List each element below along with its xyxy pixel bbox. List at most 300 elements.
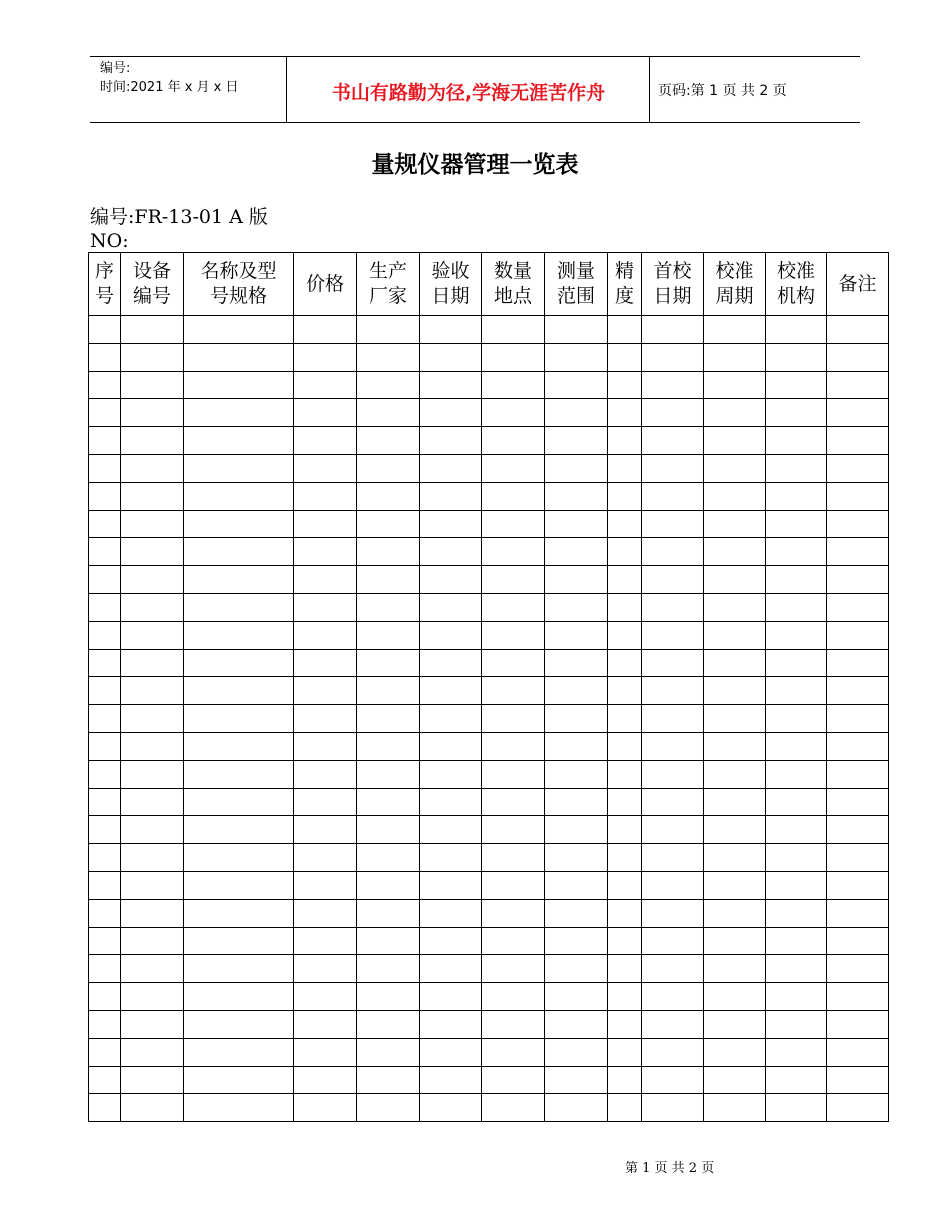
table-cell <box>357 316 420 344</box>
table-body <box>89 316 889 1122</box>
table-cell <box>608 343 642 371</box>
table-cell <box>482 1066 545 1094</box>
table-cell <box>827 454 889 482</box>
table-row <box>89 343 889 371</box>
table-cell <box>420 816 482 844</box>
table-cell <box>89 649 121 677</box>
table-cell <box>545 705 608 733</box>
table-cell <box>642 649 704 677</box>
header-page-label: 页码:第 1 页 共 2 页 <box>658 83 787 99</box>
table-cell <box>704 844 766 872</box>
table-cell <box>608 732 642 760</box>
table-cell <box>482 316 545 344</box>
table-cell <box>420 454 482 482</box>
table-cell <box>482 788 545 816</box>
table-cell <box>420 1038 482 1066</box>
table-cell <box>766 899 827 927</box>
table-cell <box>827 927 889 955</box>
table-cell <box>357 454 420 482</box>
table-cell <box>294 593 357 621</box>
table-cell <box>766 788 827 816</box>
column-header-line: 生产 <box>368 260 407 282</box>
table-cell <box>294 1094 357 1122</box>
table-cell <box>294 427 357 455</box>
table-row <box>89 371 889 399</box>
table-cell <box>482 844 545 872</box>
table-cell <box>294 816 357 844</box>
table-cell <box>704 983 766 1011</box>
table-cell <box>608 316 642 344</box>
table-cell <box>704 955 766 983</box>
table-cell <box>608 538 642 566</box>
column-header <box>357 253 420 316</box>
column-header-line: 校准 <box>715 260 754 282</box>
table-cell <box>482 677 545 705</box>
table-cell <box>294 1038 357 1066</box>
table-cell <box>608 871 642 899</box>
table-cell <box>545 1094 608 1122</box>
table-cell <box>121 454 184 482</box>
table-cell <box>545 399 608 427</box>
table-cell <box>827 649 889 677</box>
table-cell <box>294 538 357 566</box>
table-cell <box>294 677 357 705</box>
table-cell <box>184 955 294 983</box>
table-cell <box>642 1010 704 1038</box>
column-header <box>89 253 121 316</box>
table-cell <box>545 983 608 1011</box>
table-cell <box>704 899 766 927</box>
table-cell <box>545 677 608 705</box>
column-header-line: 校准 <box>776 260 815 282</box>
table-cell <box>294 510 357 538</box>
table-cell <box>704 788 766 816</box>
table-cell <box>121 399 184 427</box>
table-cell <box>121 677 184 705</box>
table-cell <box>89 1010 121 1038</box>
table-cell <box>545 538 608 566</box>
table-cell <box>184 760 294 788</box>
table-cell <box>482 927 545 955</box>
column-header-line: 度 <box>614 285 634 307</box>
table-cell <box>642 1066 704 1094</box>
table-cell <box>184 816 294 844</box>
table-row <box>89 1038 889 1066</box>
table-cell <box>121 1066 184 1094</box>
table-cell <box>608 788 642 816</box>
table-cell <box>482 510 545 538</box>
table-cell <box>642 816 704 844</box>
table-cell <box>482 454 545 482</box>
table-cell <box>545 649 608 677</box>
table-cell <box>89 1038 121 1066</box>
table-cell <box>704 677 766 705</box>
table-cell <box>420 732 482 760</box>
table-cell <box>766 871 827 899</box>
table-cell <box>704 454 766 482</box>
table-cell <box>608 510 642 538</box>
table-cell <box>357 1094 420 1122</box>
table-cell <box>827 371 889 399</box>
table-cell <box>766 677 827 705</box>
table-cell <box>766 566 827 594</box>
table-cell <box>704 1094 766 1122</box>
table-cell <box>642 621 704 649</box>
table-cell <box>184 788 294 816</box>
table-cell <box>827 343 889 371</box>
table-cell <box>642 871 704 899</box>
table-cell <box>184 677 294 705</box>
table-cell <box>121 427 184 455</box>
table-cell <box>482 621 545 649</box>
table-cell <box>766 538 827 566</box>
table-cell <box>642 538 704 566</box>
table-cell <box>704 705 766 733</box>
column-header <box>121 253 184 316</box>
column-header-line: 序 <box>94 260 114 282</box>
table-cell <box>827 399 889 427</box>
table-cell <box>420 788 482 816</box>
table-cell <box>704 371 766 399</box>
table-cell <box>420 343 482 371</box>
table-cell <box>420 621 482 649</box>
table-cell <box>704 427 766 455</box>
table-cell <box>827 1038 889 1066</box>
table-cell <box>766 593 827 621</box>
table-cell <box>642 593 704 621</box>
column-header-line: 测量 <box>556 260 595 282</box>
table-cell <box>608 899 642 927</box>
table-cell <box>121 371 184 399</box>
table-cell <box>184 844 294 872</box>
table-cell <box>121 788 184 816</box>
table-cell <box>121 816 184 844</box>
table-cell <box>121 593 184 621</box>
document-no-label: NO: <box>90 230 129 252</box>
table-cell <box>482 871 545 899</box>
table-cell <box>357 899 420 927</box>
table-cell <box>704 871 766 899</box>
table-cell <box>608 705 642 733</box>
column-header <box>608 253 642 316</box>
table-cell <box>766 1010 827 1038</box>
table-cell <box>184 1038 294 1066</box>
table-cell <box>642 371 704 399</box>
table-cell <box>89 566 121 594</box>
table-cell <box>294 899 357 927</box>
table-cell <box>642 482 704 510</box>
table-cell <box>482 399 545 427</box>
table-cell <box>121 871 184 899</box>
table-cell <box>545 1010 608 1038</box>
table-cell <box>482 371 545 399</box>
table-cell <box>89 983 121 1011</box>
table-cell <box>121 955 184 983</box>
table-cell <box>545 760 608 788</box>
table-cell <box>608 677 642 705</box>
table-cell <box>184 649 294 677</box>
table-cell <box>608 1066 642 1094</box>
table-cell <box>121 1094 184 1122</box>
table-cell <box>704 621 766 649</box>
table-cell <box>420 1094 482 1122</box>
table-row <box>89 844 889 872</box>
table-cell <box>294 1066 357 1094</box>
table-cell <box>642 983 704 1011</box>
table-cell <box>608 1094 642 1122</box>
table-cell <box>704 316 766 344</box>
table-cell <box>294 316 357 344</box>
table-cell <box>357 649 420 677</box>
table-cell <box>184 454 294 482</box>
table-cell <box>294 760 357 788</box>
table-cell <box>420 705 482 733</box>
table-cell <box>357 593 420 621</box>
table-cell <box>89 760 121 788</box>
table-cell <box>89 788 121 816</box>
table-cell <box>827 705 889 733</box>
table-cell <box>545 788 608 816</box>
column-header <box>184 253 294 316</box>
table-cell <box>482 983 545 1011</box>
table-cell <box>294 566 357 594</box>
table-cell <box>184 510 294 538</box>
table-cell <box>420 566 482 594</box>
column-header-line: 验收 <box>431 260 470 282</box>
table-cell <box>89 316 121 344</box>
column-header-line: 厂家 <box>368 285 407 307</box>
column-header-line: 号规格 <box>209 285 267 307</box>
table-cell <box>642 316 704 344</box>
column-header-line: 数量 <box>493 260 532 282</box>
table-cell <box>482 705 545 733</box>
table-cell <box>642 399 704 427</box>
table-cell <box>184 927 294 955</box>
table-cell <box>642 566 704 594</box>
table-cell <box>608 566 642 594</box>
table-cell <box>121 983 184 1011</box>
table-cell <box>184 871 294 899</box>
table-cell <box>608 593 642 621</box>
table-cell <box>121 705 184 733</box>
table-cell <box>766 482 827 510</box>
table-cell <box>121 649 184 677</box>
table-cell <box>357 371 420 399</box>
table-cell <box>420 1010 482 1038</box>
table-cell <box>827 760 889 788</box>
table-cell <box>89 899 121 927</box>
table-cell <box>89 705 121 733</box>
table-cell <box>357 788 420 816</box>
table-cell <box>89 732 121 760</box>
table-row <box>89 454 889 482</box>
table-cell <box>294 732 357 760</box>
table-cell <box>420 983 482 1011</box>
column-header-line: 首校 <box>653 260 692 282</box>
column-header <box>766 253 827 316</box>
table-cell <box>608 482 642 510</box>
table-cell <box>482 538 545 566</box>
table-row <box>89 1010 889 1038</box>
table-cell <box>827 788 889 816</box>
table-cell <box>642 427 704 455</box>
table-row <box>89 566 889 594</box>
table-cell <box>357 621 420 649</box>
table-cell <box>766 983 827 1011</box>
table-cell <box>121 844 184 872</box>
table-cell <box>545 316 608 344</box>
table-cell <box>357 705 420 733</box>
column-header-line: 周期 <box>715 285 754 307</box>
table-cell <box>89 538 121 566</box>
table-cell <box>545 566 608 594</box>
instrument-table <box>88 252 889 1122</box>
table-cell <box>545 482 608 510</box>
table-cell <box>827 566 889 594</box>
table-cell <box>89 510 121 538</box>
column-header <box>827 253 889 316</box>
table-cell <box>766 705 827 733</box>
column-header-line: 日期 <box>431 285 470 307</box>
table-cell <box>184 343 294 371</box>
table-cell <box>545 621 608 649</box>
table-cell <box>608 816 642 844</box>
table-cell <box>294 399 357 427</box>
table-cell <box>89 482 121 510</box>
table-cell <box>766 454 827 482</box>
table-cell <box>608 844 642 872</box>
table-cell <box>121 927 184 955</box>
table-cell <box>420 899 482 927</box>
table-cell <box>357 760 420 788</box>
table-cell <box>766 1038 827 1066</box>
table-cell <box>827 955 889 983</box>
table-cell <box>294 454 357 482</box>
table-cell <box>420 593 482 621</box>
table-cell <box>184 538 294 566</box>
table-cell <box>766 371 827 399</box>
table-cell <box>420 482 482 510</box>
table-cell <box>482 816 545 844</box>
table-row <box>89 316 889 344</box>
page-footer: 第 1 页 共 2 页 <box>625 1161 715 1176</box>
column-header <box>420 253 482 316</box>
table-cell <box>420 427 482 455</box>
table-cell <box>357 732 420 760</box>
table-row <box>89 538 889 566</box>
table-cell <box>704 566 766 594</box>
column-header-line: 编号 <box>132 285 171 307</box>
table-cell <box>184 732 294 760</box>
table-cell <box>766 927 827 955</box>
table-cell <box>608 399 642 427</box>
column-header <box>642 253 704 316</box>
table-cell <box>642 705 704 733</box>
column-header <box>545 253 608 316</box>
table-cell <box>642 1038 704 1066</box>
table-cell <box>184 899 294 927</box>
table-cell <box>704 399 766 427</box>
table-cell <box>294 955 357 983</box>
table-cell <box>420 399 482 427</box>
column-header <box>704 253 766 316</box>
table-cell <box>184 983 294 1011</box>
column-header-line: 日期 <box>653 285 692 307</box>
table-cell <box>827 677 889 705</box>
table-cell <box>482 593 545 621</box>
table-cell <box>89 871 121 899</box>
table-cell <box>704 343 766 371</box>
table-cell <box>827 510 889 538</box>
table-row <box>89 677 889 705</box>
table-cell <box>89 955 121 983</box>
table-cell <box>184 593 294 621</box>
table-cell <box>642 1094 704 1122</box>
table-cell <box>420 760 482 788</box>
table-cell <box>545 732 608 760</box>
column-header-line: 精 <box>614 260 634 282</box>
table-cell <box>294 1010 357 1038</box>
table-cell <box>482 1038 545 1066</box>
table-cell <box>608 454 642 482</box>
table-cell <box>704 1066 766 1094</box>
table-cell <box>357 343 420 371</box>
table-header-row <box>89 253 889 316</box>
table-cell <box>766 343 827 371</box>
table-row <box>89 760 889 788</box>
table-cell <box>827 899 889 927</box>
table-cell <box>545 816 608 844</box>
table-cell <box>704 510 766 538</box>
table-cell <box>545 371 608 399</box>
table-cell <box>482 899 545 927</box>
column-header-line: 号 <box>94 285 114 307</box>
table-cell <box>121 316 184 344</box>
table-cell <box>827 1094 889 1122</box>
table-cell <box>704 1010 766 1038</box>
table-cell <box>608 427 642 455</box>
table-cell <box>420 1066 482 1094</box>
table-cell <box>89 844 121 872</box>
table-cell <box>89 816 121 844</box>
table-cell <box>482 955 545 983</box>
table-cell <box>184 1010 294 1038</box>
table-row <box>89 1066 889 1094</box>
table-cell <box>642 677 704 705</box>
table-cell <box>121 482 184 510</box>
table-cell <box>357 1066 420 1094</box>
table-cell <box>766 1094 827 1122</box>
table-cell <box>294 927 357 955</box>
table-cell <box>545 844 608 872</box>
table-cell <box>357 1038 420 1066</box>
table-cell <box>294 371 357 399</box>
table-cell <box>766 1066 827 1094</box>
table-cell <box>545 1038 608 1066</box>
table-cell <box>642 732 704 760</box>
table-cell <box>827 1066 889 1094</box>
column-header-line: 设备 <box>132 260 171 282</box>
table-cell <box>420 927 482 955</box>
table-cell <box>827 593 889 621</box>
table-cell <box>420 649 482 677</box>
table-cell <box>121 538 184 566</box>
table-cell <box>420 510 482 538</box>
table-cell <box>642 510 704 538</box>
table-cell <box>121 566 184 594</box>
table-cell <box>121 1010 184 1038</box>
table-cell <box>642 899 704 927</box>
